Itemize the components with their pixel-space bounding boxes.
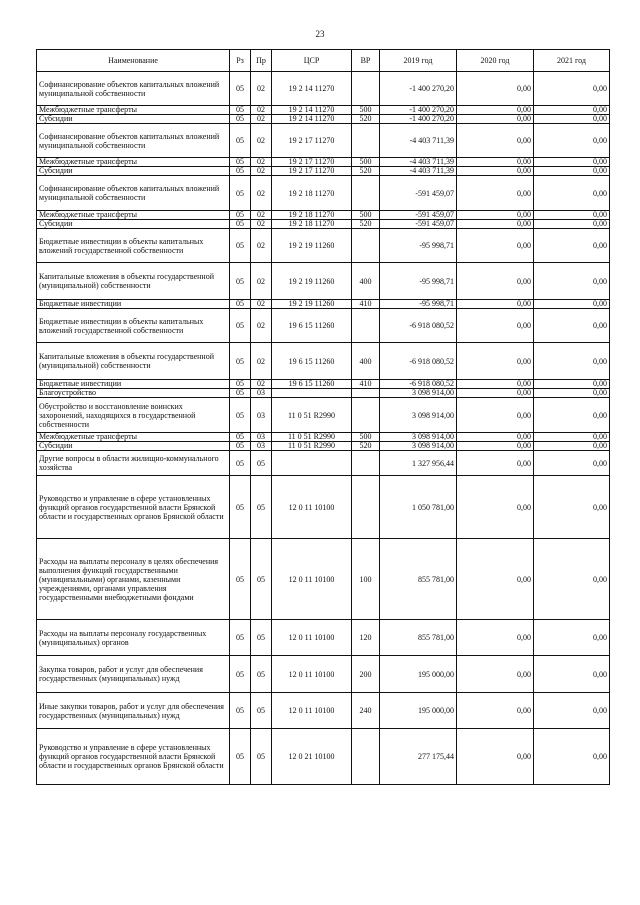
cell-csr: 11 0 51 R2990 (272, 442, 352, 451)
cell-rz: 05 (230, 343, 251, 380)
cell-name: Межбюджетные трансферты (37, 211, 230, 220)
cell-name: Бюджетные инвестиции (37, 300, 230, 309)
cell-2020: 0,00 (457, 158, 534, 167)
column-header-rz: Рз (230, 50, 251, 72)
cell-vr: 500 (352, 433, 380, 442)
cell-vr: 520 (352, 167, 380, 176)
cell-vr: 520 (352, 115, 380, 124)
cell-name: Другие вопросы в области жилищно-коммунального хозяйства (37, 451, 230, 476)
cell-2019: -95 998,71 (380, 229, 457, 263)
cell-2021: 0,00 (534, 309, 610, 343)
cell-csr (272, 451, 352, 476)
cell-vr (352, 124, 380, 158)
cell-pr: 02 (251, 167, 272, 176)
cell-name: Руководство и управление в сфере установленных функций органов государственной власти Брянской области и государственных органов Брянской области (37, 476, 230, 539)
cell-vr (352, 451, 380, 476)
cell-2019: 195 000,00 (380, 656, 457, 693)
cell-rz: 05 (230, 300, 251, 309)
cell-name: Расходы на выплаты персоналу в целях обеспечения выполнения функций государственными (муниципальными) органами, казенными учреждениями, органами управления государственными внебюджетными фондами (37, 539, 230, 620)
table-row (37, 309, 610, 343)
cell-2021: 0,00 (534, 729, 610, 785)
table-header-row (37, 50, 610, 72)
cell-2019: 855 781,00 (380, 620, 457, 656)
cell-vr: 500 (352, 158, 380, 167)
cell-name: Межбюджетные трансферты (37, 158, 230, 167)
cell-rz: 05 (230, 451, 251, 476)
cell-csr: 19 2 18 11270 (272, 211, 352, 220)
cell-2019: -1 400 270,20 (380, 72, 457, 106)
cell-vr: 500 (352, 106, 380, 115)
cell-2021: 0,00 (534, 300, 610, 309)
cell-vr: 520 (352, 442, 380, 451)
cell-name: Закупка товаров, работ и услуг для обеспечения государственных (муниципальных) нужд (37, 656, 230, 693)
cell-2021: 0,00 (534, 389, 610, 398)
cell-vr: 500 (352, 211, 380, 220)
cell-2020: 0,00 (457, 620, 534, 656)
cell-csr: 19 2 19 11260 (272, 229, 352, 263)
cell-name: Субсидии (37, 220, 230, 229)
cell-name: Субсидии (37, 115, 230, 124)
cell-2019: 3 098 914,00 (380, 389, 457, 398)
cell-2020: 0,00 (457, 442, 534, 451)
table-row (37, 620, 610, 656)
cell-vr: 200 (352, 656, 380, 693)
cell-csr: 12 0 11 10100 (272, 539, 352, 620)
table-row (37, 263, 610, 300)
cell-2020: 0,00 (457, 433, 534, 442)
cell-name: Софинансирование объектов капитальных вложений муниципальной собственности (37, 176, 230, 211)
table-row (37, 115, 610, 124)
cell-pr: 03 (251, 389, 272, 398)
cell-csr: 19 2 17 11270 (272, 167, 352, 176)
cell-pr: 02 (251, 380, 272, 389)
cell-vr: 240 (352, 693, 380, 729)
cell-pr: 05 (251, 476, 272, 539)
cell-pr: 03 (251, 398, 272, 433)
cell-csr: 19 2 14 11270 (272, 72, 352, 106)
table-row (37, 433, 610, 442)
cell-2021: 0,00 (534, 263, 610, 300)
cell-csr: 12 0 11 10100 (272, 656, 352, 693)
cell-name: Софинансирование объектов капитальных вложений муниципальной собственности (37, 72, 230, 106)
cell-name: Обустройство и восстановление воинских захоронений, находящихся в государственной собственности (37, 398, 230, 433)
cell-rz: 05 (230, 620, 251, 656)
cell-pr: 02 (251, 263, 272, 300)
cell-csr: 12 0 11 10100 (272, 620, 352, 656)
table-row (37, 343, 610, 380)
cell-name: Расходы на выплаты персоналу государственных (муниципальных) органов (37, 620, 230, 656)
cell-2021: 0,00 (534, 539, 610, 620)
cell-2020: 0,00 (457, 167, 534, 176)
cell-2019: -6 918 080,52 (380, 380, 457, 389)
cell-rz: 05 (230, 124, 251, 158)
cell-csr: 19 2 18 11270 (272, 220, 352, 229)
cell-rz: 05 (230, 539, 251, 620)
cell-csr: 12 0 11 10100 (272, 693, 352, 729)
table-row (37, 729, 610, 785)
cell-rz: 05 (230, 211, 251, 220)
cell-vr: 410 (352, 300, 380, 309)
cell-2019: 1 050 781,00 (380, 476, 457, 539)
cell-pr: 02 (251, 211, 272, 220)
cell-vr: 520 (352, 220, 380, 229)
table-row (37, 211, 610, 220)
cell-rz: 05 (230, 115, 251, 124)
cell-rz: 05 (230, 389, 251, 398)
cell-rz: 05 (230, 476, 251, 539)
cell-2021: 0,00 (534, 158, 610, 167)
cell-2019: 1 327 956,44 (380, 451, 457, 476)
cell-2020: 0,00 (457, 263, 534, 300)
page-number: 23 (315, 29, 325, 39)
table-row (37, 451, 610, 476)
cell-pr: 02 (251, 106, 272, 115)
cell-rz: 05 (230, 263, 251, 300)
cell-2021: 0,00 (534, 106, 610, 115)
cell-rz: 05 (230, 176, 251, 211)
cell-name: Капитальные вложения в объекты государственной (муниципальной) собственности (37, 263, 230, 300)
cell-2019: -4 403 711,39 (380, 124, 457, 158)
cell-2020: 0,00 (457, 343, 534, 380)
cell-pr: 03 (251, 433, 272, 442)
table-row (37, 229, 610, 263)
cell-csr: 11 0 51 R2990 (272, 398, 352, 433)
cell-pr: 02 (251, 300, 272, 309)
cell-2021: 0,00 (534, 433, 610, 442)
cell-rz: 05 (230, 167, 251, 176)
cell-name: Межбюджетные трансферты (37, 106, 230, 115)
column-header-csr: ЦСР (272, 50, 352, 72)
table-row (37, 176, 610, 211)
table-row (37, 380, 610, 389)
cell-vr (352, 72, 380, 106)
cell-2020: 0,00 (457, 451, 534, 476)
cell-2020: 0,00 (457, 476, 534, 539)
cell-pr: 05 (251, 656, 272, 693)
cell-vr (352, 729, 380, 785)
budget-table-body (37, 72, 610, 785)
cell-2021: 0,00 (534, 380, 610, 389)
table-row (37, 389, 610, 398)
cell-2019: -95 998,71 (380, 263, 457, 300)
cell-pr: 02 (251, 158, 272, 167)
table-row (37, 106, 610, 115)
cell-rz: 05 (230, 380, 251, 389)
cell-name: Бюджетные инвестиции (37, 380, 230, 389)
table-row (37, 539, 610, 620)
cell-rz: 05 (230, 693, 251, 729)
cell-vr (352, 389, 380, 398)
cell-2021: 0,00 (534, 693, 610, 729)
cell-2021: 0,00 (534, 211, 610, 220)
cell-rz: 05 (230, 229, 251, 263)
column-header-2020: 2020 год (457, 50, 534, 72)
cell-rz: 05 (230, 220, 251, 229)
table-row (37, 442, 610, 451)
cell-2019: -6 918 080,52 (380, 343, 457, 380)
cell-vr: 400 (352, 263, 380, 300)
cell-vr: 410 (352, 380, 380, 389)
cell-2019: -4 403 711,39 (380, 158, 457, 167)
cell-2020: 0,00 (457, 176, 534, 211)
cell-csr: 19 6 15 11260 (272, 343, 352, 380)
cell-2021: 0,00 (534, 124, 610, 158)
cell-vr (352, 176, 380, 211)
cell-pr: 05 (251, 729, 272, 785)
table-row (37, 72, 610, 106)
cell-2019: -4 403 711,39 (380, 167, 457, 176)
cell-2019: 3 098 914,00 (380, 398, 457, 433)
cell-2019: 3 098 914,00 (380, 442, 457, 451)
cell-csr: 11 0 51 R2990 (272, 433, 352, 442)
cell-vr (352, 229, 380, 263)
cell-rz: 05 (230, 433, 251, 442)
cell-csr: 12 0 11 10100 (272, 476, 352, 539)
cell-2020: 0,00 (457, 380, 534, 389)
cell-rz: 05 (230, 398, 251, 433)
cell-vr: 100 (352, 539, 380, 620)
cell-2020: 0,00 (457, 211, 534, 220)
cell-csr: 19 6 15 11260 (272, 309, 352, 343)
cell-2019: 195 000,00 (380, 693, 457, 729)
cell-name: Благоустройство (37, 389, 230, 398)
table-row (37, 167, 610, 176)
cell-2019: 855 781,00 (380, 539, 457, 620)
cell-vr: 120 (352, 620, 380, 656)
table-row (37, 158, 610, 167)
cell-2020: 0,00 (457, 729, 534, 785)
cell-2021: 0,00 (534, 229, 610, 263)
cell-name: Иные закупки товаров, работ и услуг для обеспечения государственных (муниципальных) нужд (37, 693, 230, 729)
cell-rz: 05 (230, 442, 251, 451)
cell-pr: 05 (251, 693, 272, 729)
cell-2019: -591 459,07 (380, 220, 457, 229)
cell-name: Софинансирование объектов капитальных вложений муниципальной собственности (37, 124, 230, 158)
cell-csr: 19 2 14 11270 (272, 106, 352, 115)
cell-pr: 05 (251, 451, 272, 476)
cell-2020: 0,00 (457, 389, 534, 398)
cell-name: Руководство и управление в сфере установленных функций органов государственной власти Брянской области и государственных органов Брянской области (37, 729, 230, 785)
cell-csr: 12 0 21 10100 (272, 729, 352, 785)
cell-2020: 0,00 (457, 220, 534, 229)
table-row (37, 476, 610, 539)
cell-2020: 0,00 (457, 115, 534, 124)
cell-2021: 0,00 (534, 115, 610, 124)
cell-2021: 0,00 (534, 476, 610, 539)
cell-rz: 05 (230, 309, 251, 343)
cell-rz: 05 (230, 72, 251, 106)
cell-pr: 02 (251, 229, 272, 263)
cell-csr: 19 2 19 11260 (272, 300, 352, 309)
cell-rz: 05 (230, 158, 251, 167)
cell-pr: 02 (251, 309, 272, 343)
cell-2019: -1 400 270,20 (380, 106, 457, 115)
cell-pr: 02 (251, 115, 272, 124)
table-row (37, 300, 610, 309)
cell-2020: 0,00 (457, 229, 534, 263)
cell-2019: 3 098 914,00 (380, 433, 457, 442)
cell-csr (272, 389, 352, 398)
cell-2019: -591 459,07 (380, 211, 457, 220)
cell-vr: 400 (352, 343, 380, 380)
cell-vr (352, 398, 380, 433)
table-row (37, 693, 610, 729)
cell-2020: 0,00 (457, 124, 534, 158)
cell-2021: 0,00 (534, 176, 610, 211)
cell-2019: -95 998,71 (380, 300, 457, 309)
cell-2021: 0,00 (534, 620, 610, 656)
cell-pr: 02 (251, 124, 272, 158)
cell-name: Субсидии (37, 167, 230, 176)
table-row (37, 398, 610, 433)
cell-csr: 19 2 17 11270 (272, 124, 352, 158)
cell-pr: 02 (251, 72, 272, 106)
column-header-vr: ВР (352, 50, 380, 72)
cell-2021: 0,00 (534, 451, 610, 476)
column-header-2021: 2021 год (534, 50, 610, 72)
cell-pr: 05 (251, 539, 272, 620)
cell-pr: 02 (251, 343, 272, 380)
cell-csr: 19 2 14 11270 (272, 115, 352, 124)
cell-pr: 03 (251, 442, 272, 451)
cell-2020: 0,00 (457, 300, 534, 309)
cell-2019: 277 175,44 (380, 729, 457, 785)
cell-2019: -6 918 080,52 (380, 309, 457, 343)
cell-pr: 02 (251, 176, 272, 211)
column-header-name: Наименование (37, 50, 230, 72)
cell-2021: 0,00 (534, 72, 610, 106)
column-header-pr: Пр (251, 50, 272, 72)
cell-name: Субсидии (37, 442, 230, 451)
cell-2020: 0,00 (457, 398, 534, 433)
budget-table (36, 49, 610, 785)
table-row (37, 124, 610, 158)
cell-csr: 19 2 19 11260 (272, 263, 352, 300)
cell-2021: 0,00 (534, 656, 610, 693)
table-row (37, 656, 610, 693)
table-row (37, 220, 610, 229)
cell-2021: 0,00 (534, 167, 610, 176)
cell-vr (352, 476, 380, 539)
cell-2021: 0,00 (534, 220, 610, 229)
cell-2020: 0,00 (457, 656, 534, 693)
cell-rz: 05 (230, 729, 251, 785)
cell-vr (352, 309, 380, 343)
cell-2020: 0,00 (457, 309, 534, 343)
cell-name: Межбюджетные трансферты (37, 433, 230, 442)
cell-rz: 05 (230, 106, 251, 115)
cell-2020: 0,00 (457, 72, 534, 106)
cell-2021: 0,00 (534, 398, 610, 433)
cell-2020: 0,00 (457, 693, 534, 729)
cell-csr: 19 2 18 11270 (272, 176, 352, 211)
cell-2020: 0,00 (457, 106, 534, 115)
cell-name: Бюджетные инвестиции в объекты капитальных вложений государственной собственности (37, 309, 230, 343)
cell-2021: 0,00 (534, 343, 610, 380)
cell-2019: -1 400 270,20 (380, 115, 457, 124)
cell-name: Капитальные вложения в объекты государственной (муниципальной) собственности (37, 343, 230, 380)
column-header-2019: 2019 год (380, 50, 457, 72)
cell-rz: 05 (230, 656, 251, 693)
cell-pr: 02 (251, 220, 272, 229)
cell-name: Бюджетные инвестиции в объекты капитальных вложений государственной собственности (37, 229, 230, 263)
cell-csr: 19 2 17 11270 (272, 158, 352, 167)
cell-2021: 0,00 (534, 442, 610, 451)
cell-2019: -591 459,07 (380, 176, 457, 211)
cell-2020: 0,00 (457, 539, 534, 620)
cell-csr: 19 6 15 11260 (272, 380, 352, 389)
cell-pr: 05 (251, 620, 272, 656)
